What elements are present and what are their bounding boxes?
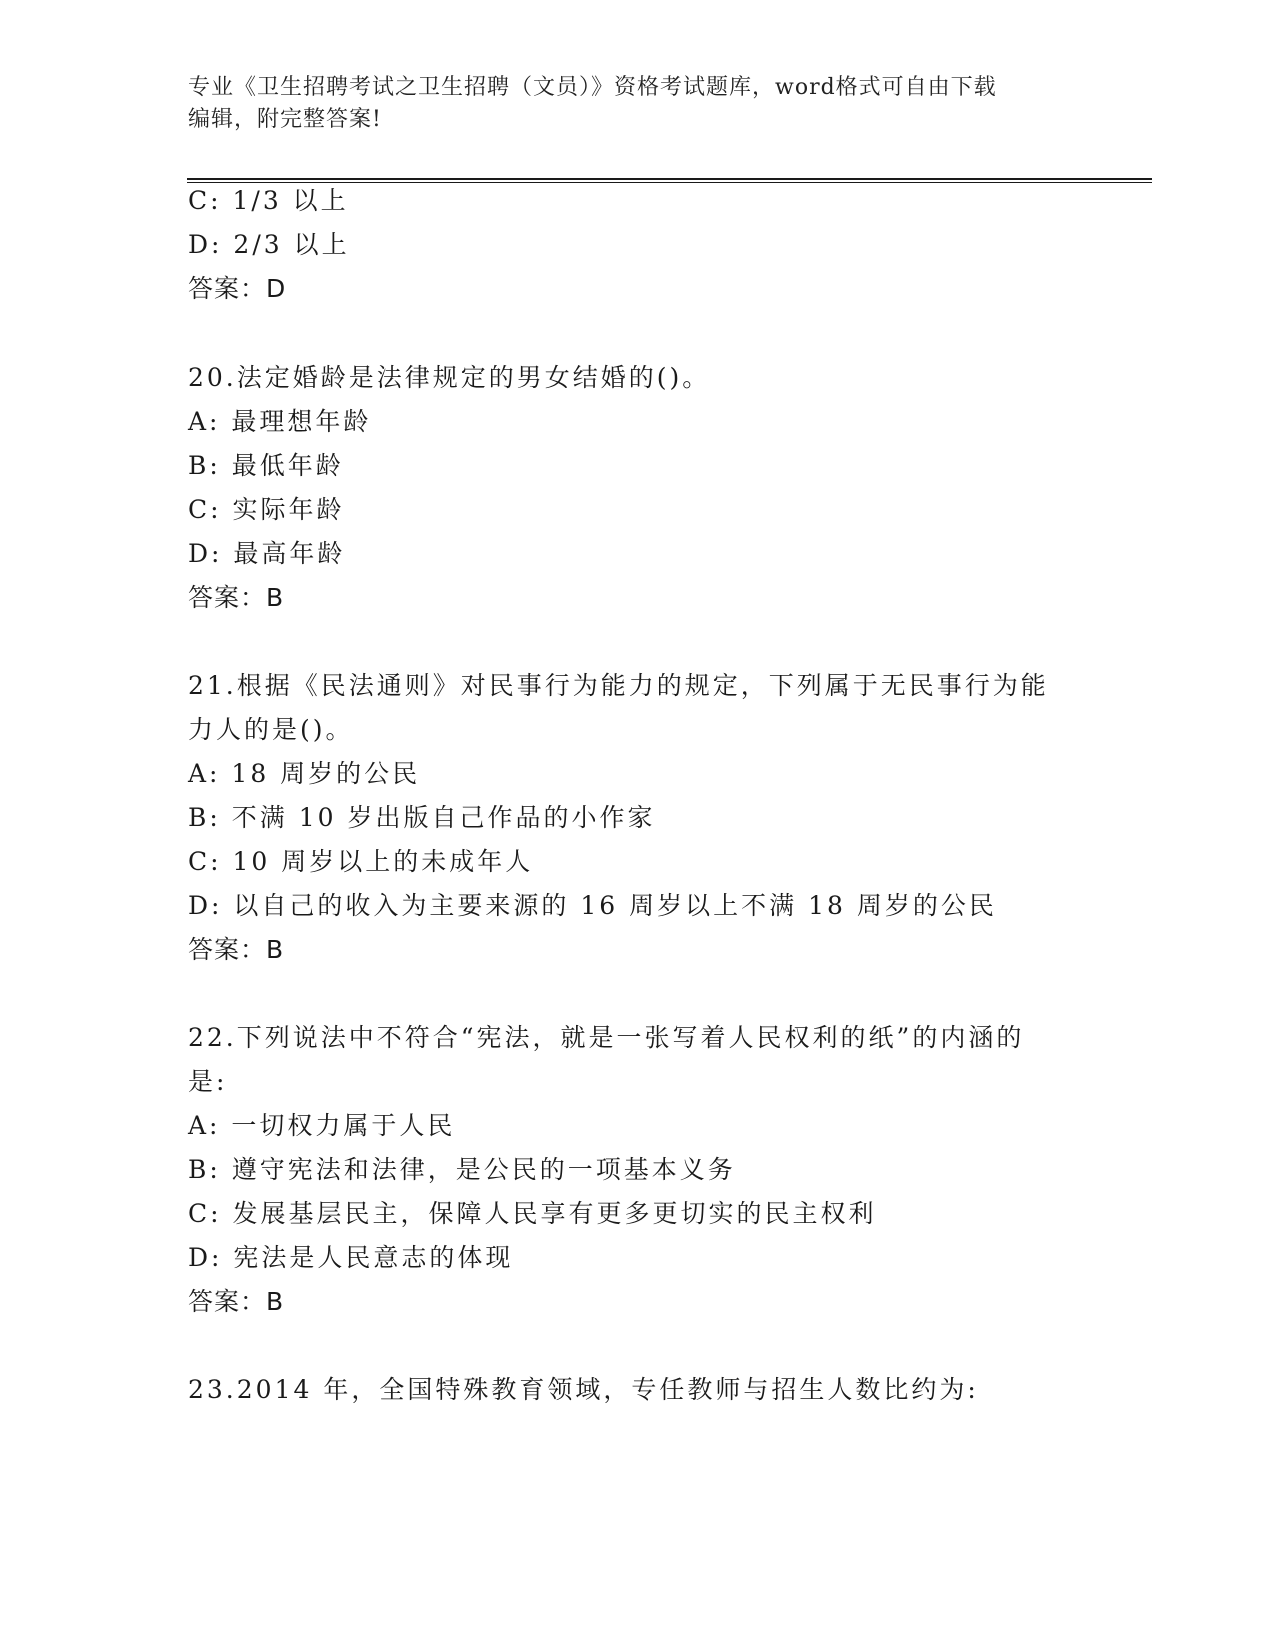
question-22-option-d: D: 宪法是人民意志的体现	[188, 1243, 514, 1272]
question-20-stem: 20.法定婚龄是法律规定的男女结婚的()。	[188, 363, 711, 392]
question-22-stem-line-2: 是:	[188, 1067, 228, 1096]
prev-answer: 答案：D	[188, 274, 287, 303]
question-21-option-b: B: 不满 10 岁出版自己作品的小作家	[188, 803, 656, 832]
question-22-stem-line-1: 22.下列说法中不符合“宪法，就是一张写着人民权利的纸”的内涵的	[188, 1023, 1025, 1052]
question-21-option-d: D: 以自己的收入为主要来源的 16 周岁以上不满 18 周岁的公民	[188, 891, 997, 920]
document-header	[188, 72, 1088, 136]
header-divider-thick	[187, 178, 1152, 180]
question-20-option-d: D: 最高年龄	[188, 539, 346, 568]
header-line-2: 编辑，附完整答案!	[188, 107, 382, 132]
question-20-answer: 答案：B	[188, 583, 285, 612]
prev-option-c: C: 1/3 以上	[188, 186, 349, 215]
question-21-stem-line-1: 21.根据《民法通则》对民事行为能力的规定，下列属于无民事行为能	[188, 671, 1049, 700]
question-21-stem-line-2: 力人的是()。	[188, 715, 354, 744]
question-22-option-c: C: 发展基层民主，保障人民享有更多更切实的民主权利	[188, 1199, 877, 1228]
header-divider-thin	[187, 182, 1152, 183]
question-20-option-c: C: 实际年龄	[188, 495, 345, 524]
prev-option-d: D: 2/3 以上	[188, 230, 350, 259]
question-20-option-a: A: 最理想年龄	[188, 407, 372, 436]
question-21-option-c: C: 10 周岁以上的未成年人	[188, 847, 534, 876]
question-21-option-a: A: 18 周岁的公民	[188, 759, 421, 788]
question-20-option-b: B: 最低年龄	[188, 451, 344, 480]
question-21-answer: 答案：B	[188, 935, 285, 964]
header-line-1: 专业《卫生招聘考试之卫生招聘（文员）》资格考试题库，word格式可自由下载	[188, 75, 997, 100]
question-23-stem: 23.2014 年，全国特殊教育领域，专任教师与招生人数比约为:	[188, 1375, 979, 1404]
question-22-answer: 答案：B	[188, 1287, 285, 1316]
question-22-option-b: B: 遵守宪法和法律，是公民的一项基本义务	[188, 1155, 736, 1184]
question-22-option-a: A: 一切权力属于人民	[188, 1111, 456, 1140]
